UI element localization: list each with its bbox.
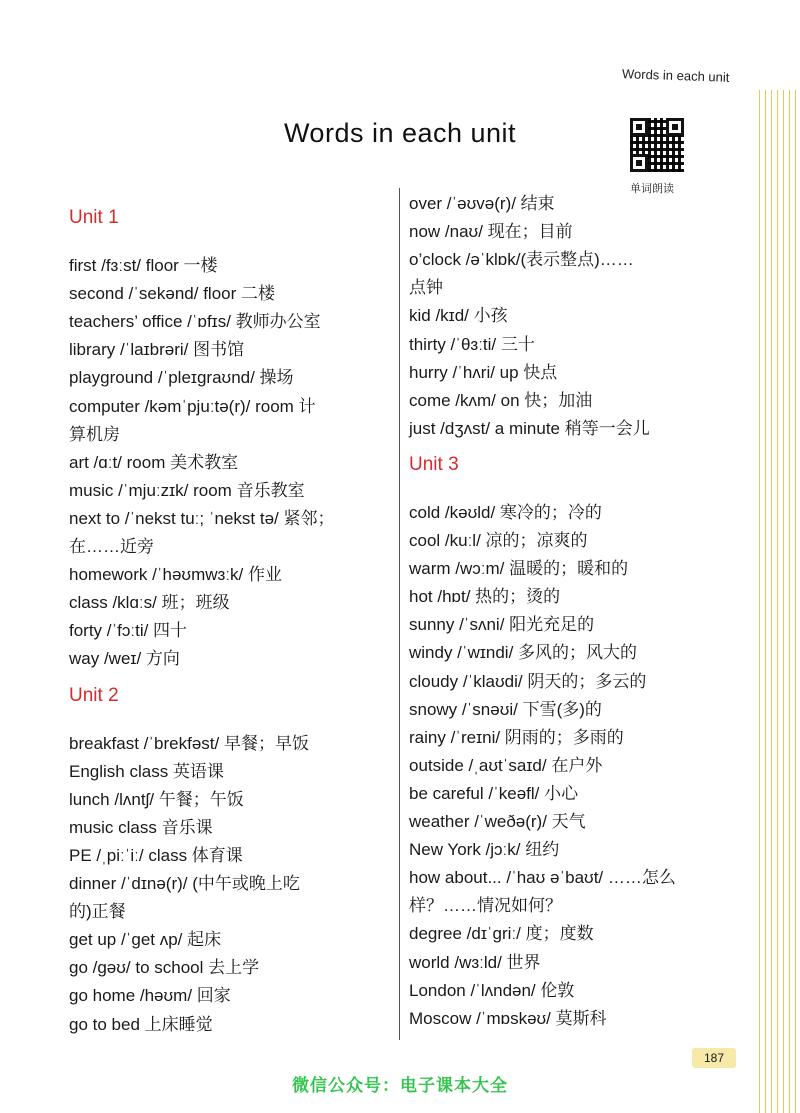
vocab-entry: breakfast /ˈbrekfəst/ 早餐；早饭 bbox=[69, 733, 309, 753]
vocab-entry: snowy /ˈsnəʊi/ 下雪(多)的 bbox=[409, 699, 602, 719]
vocab-entry: PE /ˌpiːˈiː/ class 体育课 bbox=[69, 845, 243, 865]
vocab-entry: homework /ˈhəʊmwɜːk/ 作业 bbox=[69, 565, 282, 585]
vocab-entry: over /ˈəʊvə(r)/ 结束 bbox=[409, 194, 555, 213]
vocab-entry: art /ɑːt/ room 美术教室 bbox=[69, 452, 239, 472]
vocab-entry: playground /ˈpleɪɡraʊnd/ 操场 bbox=[69, 368, 294, 388]
vocab-entry: next to /ˈnekst tuː; ˈnekst tə/ 紧邻； bbox=[69, 508, 335, 528]
vocab-entry: Moscow /ˈmɒskəʊ/ 莫斯科 bbox=[409, 1008, 607, 1028]
vocab-entry: go /ɡəʊ/ to school 去上学 bbox=[69, 958, 260, 978]
vocab-entry: kid /kɪd/ 小孩 bbox=[409, 306, 508, 326]
vocab-entry: library /ˈlaɪbrəri/ 图书馆 bbox=[69, 340, 245, 360]
vocab-entry: music class 音乐课 bbox=[69, 817, 213, 837]
vocab-entry: degree /dɪˈɡriː/ 度；度数 bbox=[409, 924, 594, 944]
vocab-entry: come /kʌm/ on 快；加油 bbox=[409, 390, 593, 410]
vocab-entry: go to bed 上床睡觉 bbox=[69, 1014, 213, 1034]
vocab-entry: first /fɜːst/ floor 一楼 bbox=[69, 256, 218, 275]
vocab-entry: English class 英语课 bbox=[69, 761, 224, 781]
column-divider bbox=[399, 188, 400, 1040]
qr-label: 单词朗读 bbox=[630, 183, 674, 195]
vocab-entry: warm /wɔːm/ 温暖的；暖和的 bbox=[409, 559, 629, 579]
vocab-entry: computer /kəmˈpjuːtə(r)/ room 计 bbox=[69, 396, 316, 416]
vocab-entry: weather /ˈweðə(r)/ 天气 bbox=[409, 812, 586, 831]
vocab-entry: get up /ˈɡet ʌp/ 起床 bbox=[69, 930, 222, 950]
unit-heading: Unit 3 bbox=[409, 453, 459, 475]
vocab-entry: windy /ˈwɪndi/ 多风的；风大的 bbox=[409, 643, 638, 663]
vocab-entry: hot /hɒt/ 热的；烫的 bbox=[409, 587, 561, 607]
vocab-entry: New York /jɔːk/ 纽约 bbox=[409, 840, 560, 860]
vocab-entry: way /weɪ/ 方向 bbox=[69, 649, 180, 669]
vocab-entry: class /klɑːs/ 班；班级 bbox=[69, 593, 230, 613]
vocab-entry: 点钟 bbox=[409, 278, 443, 298]
page-number: 187 bbox=[692, 1048, 736, 1068]
vocab-entry: rainy /ˈreɪni/ 阴雨的；多雨的 bbox=[409, 727, 624, 747]
vocab-entry: outside /ˌaʊtˈsaɪd/ 在户外 bbox=[409, 755, 603, 775]
vocab-entry: be careful /ˈkeəfl/ 小心 bbox=[409, 783, 579, 803]
vocab-entry: sunny /ˈsʌni/ 阳光充足的 bbox=[409, 615, 595, 635]
vocab-entry: lunch /lʌntʃ/ 午餐；午饭 bbox=[69, 789, 244, 809]
vocab-entry: how about... /ˈhaʊ əˈbaʊt/ ……怎么 bbox=[409, 868, 676, 888]
vocab-entry: now /naʊ/ 现在；目前 bbox=[409, 222, 573, 242]
vocab-entry: hurry /ˈhʌri/ up 快点 bbox=[409, 362, 558, 382]
unit-heading: Unit 2 bbox=[69, 684, 119, 706]
header-tab: Words in each unit bbox=[621, 66, 730, 85]
vocab-entry: 的)正餐 bbox=[69, 902, 126, 922]
vocab-entry: thirty /ˈθɜːti/ 三十 bbox=[409, 334, 535, 354]
vocab-entry: music /ˈmjuːzɪk/ room 音乐教室 bbox=[69, 480, 305, 500]
vocab-entry: dinner /ˈdɪnə(r)/ (中午或晚上吃 bbox=[69, 874, 300, 893]
vocab-entry: 样？……情况如何？ bbox=[409, 896, 562, 916]
vocab-entry: forty /ˈfɔːti/ 四十 bbox=[69, 621, 188, 641]
vocab-entry: cloudy /ˈklaʊdi/ 阴天的；多云的 bbox=[409, 671, 647, 691]
page-title: Words in each unit bbox=[283, 118, 517, 148]
vocab-entry: o’clock /əˈklɒk/(表示整点)…… bbox=[409, 250, 634, 270]
vocab-entry: cool /kuːl/ 凉的；凉爽的 bbox=[409, 531, 588, 550]
footer-watermark: 微信公众号：电子课本大全 bbox=[292, 1076, 508, 1095]
vocab-entry: second /ˈsekənd/ floor 二楼 bbox=[69, 284, 275, 304]
vocab-entry: 算机房 bbox=[69, 424, 120, 444]
vocab-entry: London /ˈlʌndən/ 伦敦 bbox=[409, 980, 575, 1000]
vocab-entry: teachers’ office /ˈɒfɪs/ 教师办公室 bbox=[69, 312, 321, 332]
vocab-entry: cold /kəʊld/ 寒冷的；冷的 bbox=[409, 502, 602, 522]
vocab-entry: just /dʒʌst/ a minute 稍等一会儿 bbox=[409, 418, 650, 438]
unit-heading: Unit 1 bbox=[69, 207, 119, 228]
vocab-entry: 在……近旁 bbox=[69, 537, 154, 556]
vocab-entry: world /wɜːld/ 世界 bbox=[409, 952, 541, 972]
qr-code[interactable] bbox=[630, 118, 684, 172]
page-edge-stripes bbox=[756, 90, 800, 1113]
vocab-entry: go home /həʊm/ 回家 bbox=[69, 986, 231, 1006]
